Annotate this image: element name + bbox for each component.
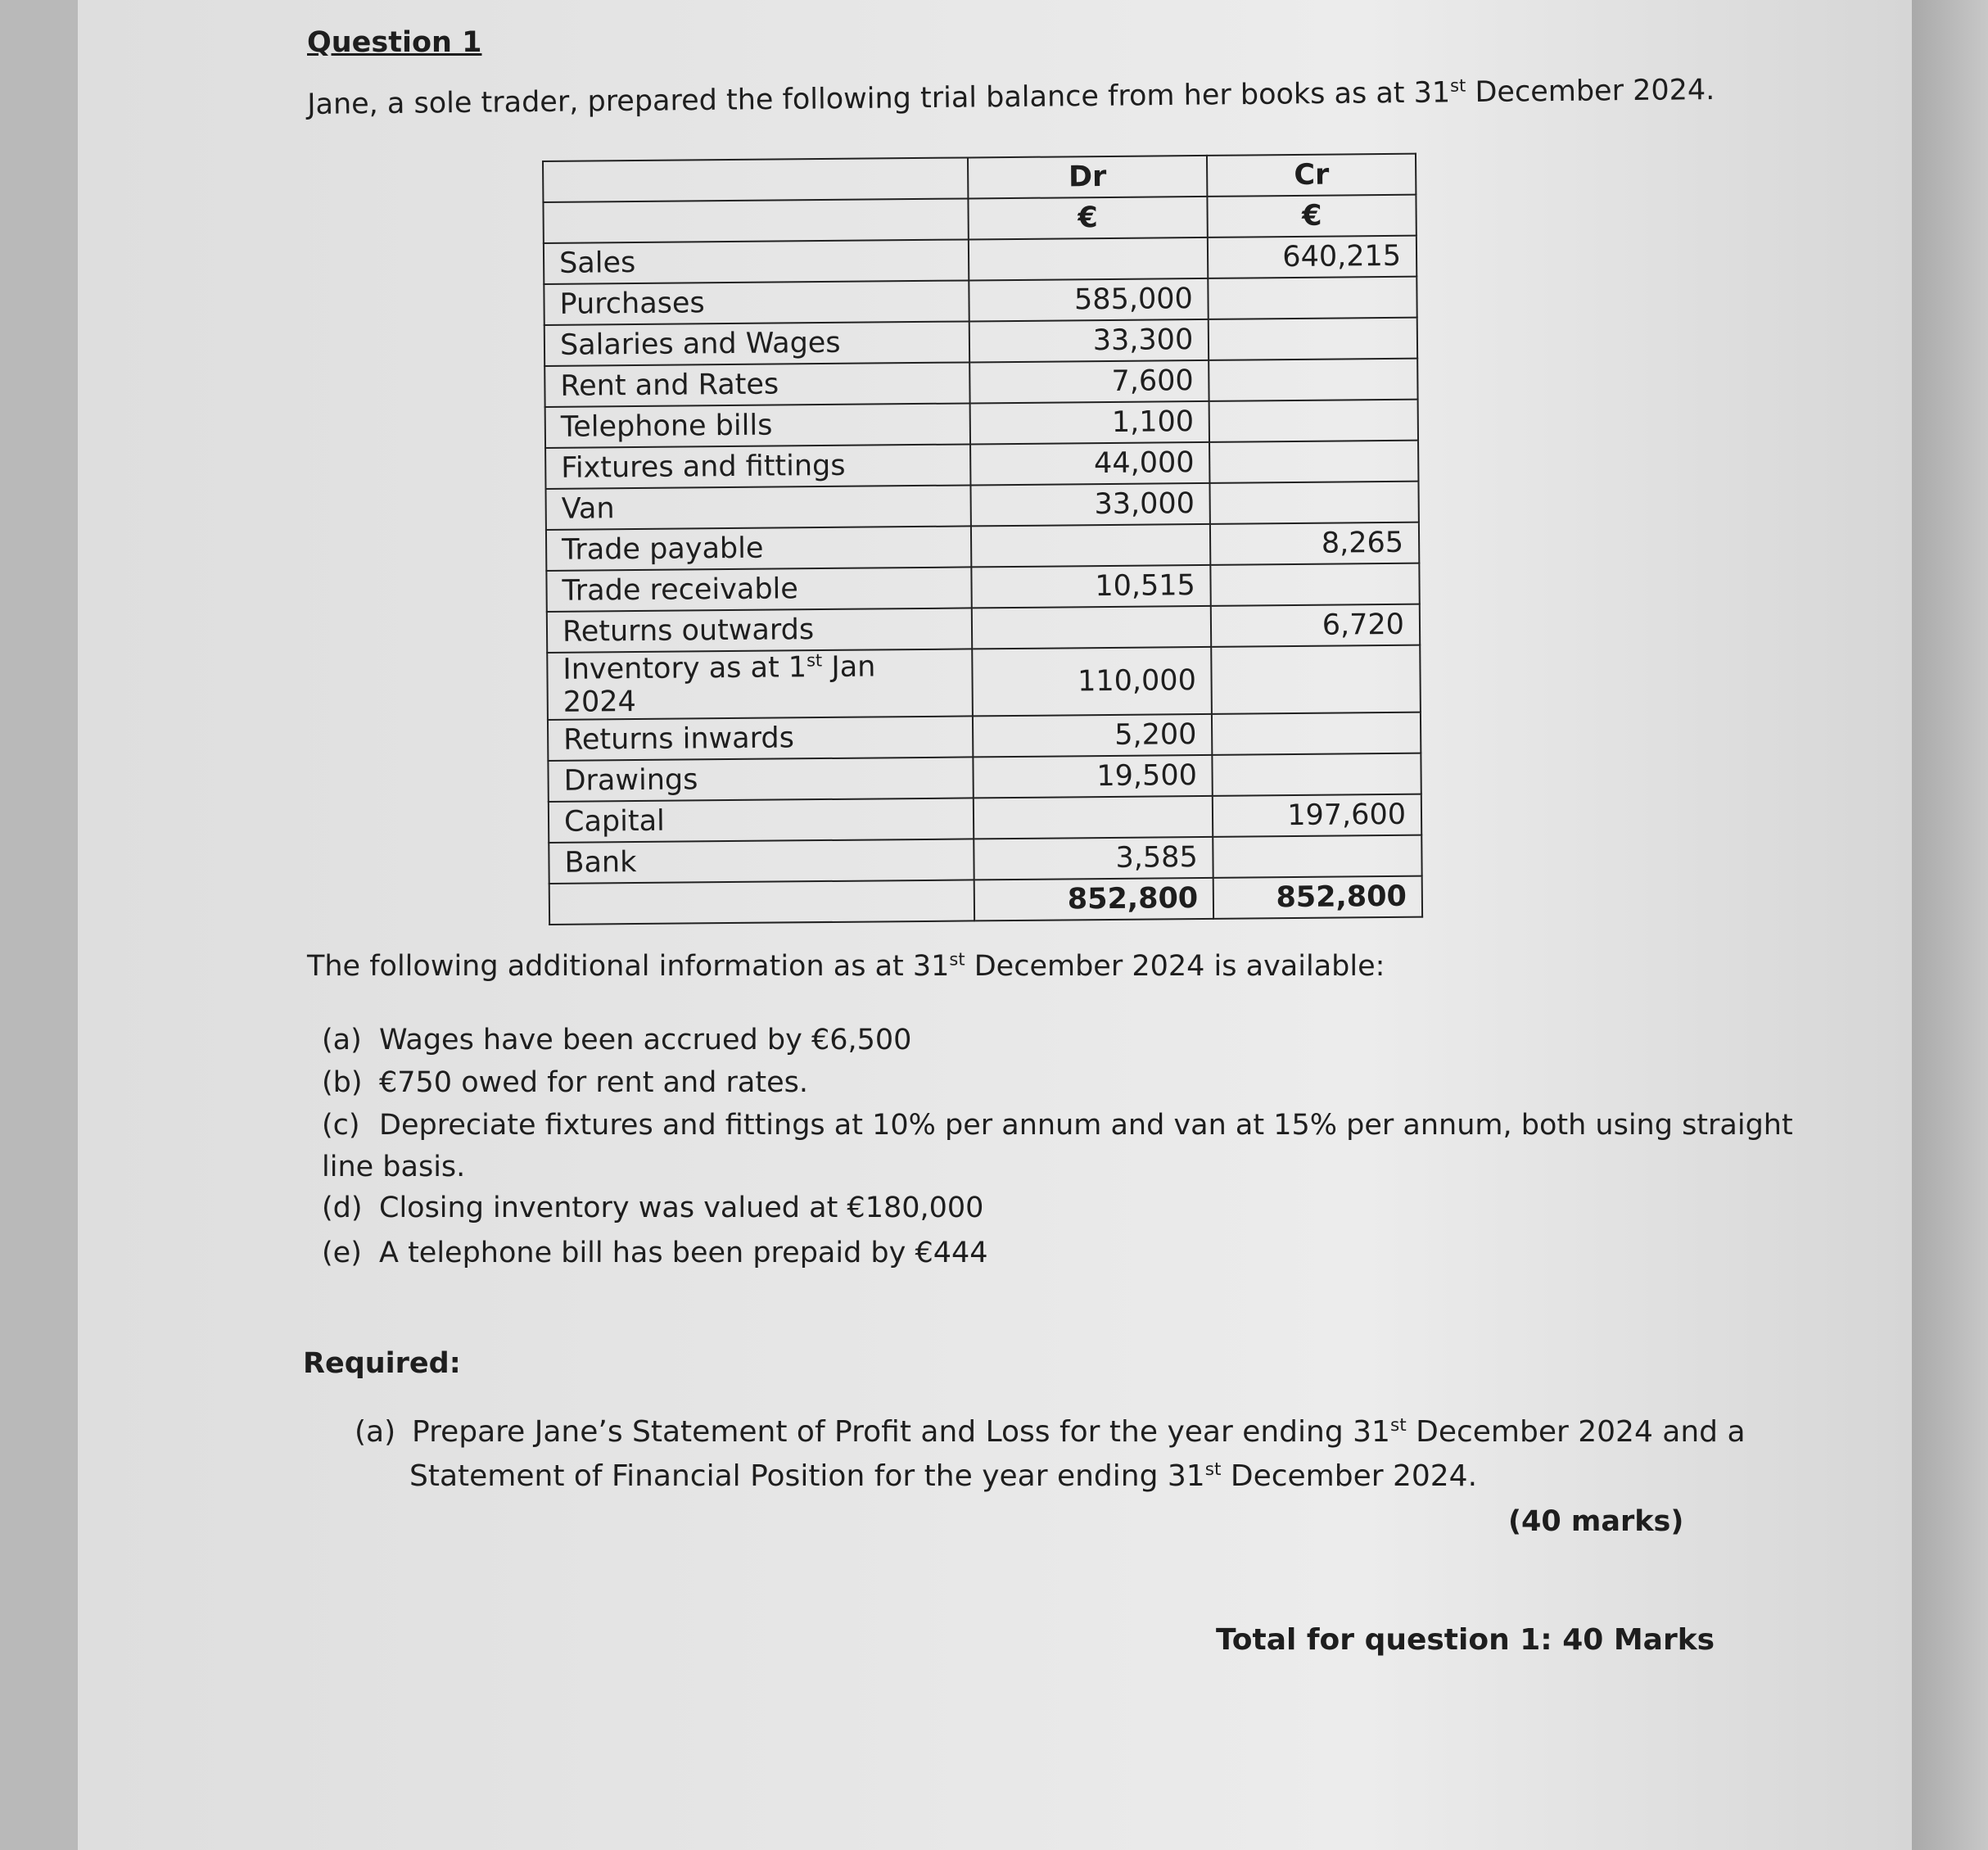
- row-label: Salaries and Wages: [544, 321, 969, 366]
- row-label: Trade payable: [546, 526, 971, 571]
- row-cr: 6,720: [1211, 604, 1420, 647]
- row-dr: [968, 237, 1208, 281]
- row-cr: [1209, 359, 1417, 401]
- row-dr: 110,000: [972, 647, 1212, 717]
- row-label: Bank: [549, 839, 974, 884]
- row-dr: 19,500: [973, 755, 1213, 798]
- row-dr: 33,300: [969, 319, 1209, 363]
- row-dr: 3,585: [974, 837, 1213, 880]
- row-label: Rent and Rates: [544, 362, 969, 407]
- row-dr: 5,200: [973, 714, 1213, 758]
- total-dr: 852,800: [974, 878, 1213, 921]
- total-cr: 852,800: [1213, 876, 1422, 919]
- table-row: [547, 645, 1421, 720]
- row-label: Capital: [549, 798, 974, 843]
- row-cr: [1209, 400, 1418, 442]
- row-dr: 585,000: [969, 278, 1209, 322]
- row-dr: 7,600: [969, 360, 1209, 404]
- row-label: Inventory as at 1st Jan 2024: [547, 649, 972, 720]
- info-item-a: (a) Wages have been accrued by €6,500: [322, 1024, 912, 1056]
- row-cr: [1209, 318, 1417, 360]
- row-dr: [973, 796, 1213, 839]
- additional-info-heading: The following additional information as at 31st December 2024 is available:: [307, 949, 1385, 983]
- required-item-a-continued: Statement of Financial Position for the year ending 31st December 2024.: [409, 1459, 1478, 1493]
- info-item-d: (d) Closing inventory was valued at €180,000: [322, 1192, 984, 1224]
- row-cr: [1210, 482, 1419, 524]
- row-cr: 197,600: [1213, 794, 1421, 837]
- info-item-c: (c) Depreciate fixtures and fittings at 10% per annum and van at 15% per annum, both using straight: [322, 1109, 1793, 1142]
- row-cr: 8,265: [1210, 522, 1419, 565]
- row-dr: 1,100: [969, 401, 1209, 445]
- question-heading: Question 1: [307, 26, 482, 59]
- row-label: Drawings: [548, 757, 973, 802]
- cr-currency: €: [1208, 195, 1416, 237]
- row-label: Van: [545, 485, 970, 530]
- info-item-c-continued: line basis.: [322, 1151, 466, 1183]
- row-dr: 10,515: [971, 565, 1211, 608]
- row-label: Returns inwards: [548, 716, 973, 761]
- totals-row: [549, 876, 1422, 925]
- row-label: Returns outwards: [547, 608, 972, 653]
- total-marks: Total for question 1: 40 Marks: [1216, 1623, 1715, 1657]
- info-item-e: (e) A telephone bill has been prepaid by €444: [322, 1237, 988, 1269]
- info-item-b: (b) €750 owed for rent and rates.: [322, 1066, 808, 1099]
- intro-text: Jane, a sole trader, prepared the following trial balance from her books as at 31st December 2024.: [307, 73, 1715, 121]
- row-cr: [1212, 712, 1421, 755]
- required-item-a: (a) Prepare Jane’s Statement of Profit and Loss for the year ending 31st December 2024 and a: [355, 1415, 1746, 1449]
- row-label: Telephone bills: [545, 403, 970, 448]
- row-label: Purchases: [544, 280, 969, 325]
- cr-header: Cr: [1207, 154, 1416, 197]
- marks-label: (40 marks): [1508, 1505, 1684, 1538]
- row-dr: [971, 524, 1211, 568]
- row-cr: [1212, 645, 1421, 714]
- row-cr: [1213, 835, 1422, 878]
- row-cr: 640,215: [1208, 236, 1416, 278]
- row-dr: [971, 606, 1211, 649]
- row-cr: [1211, 563, 1420, 606]
- row-dr: 33,000: [970, 483, 1210, 527]
- required-heading: Required:: [303, 1347, 461, 1380]
- row-dr: 44,000: [970, 442, 1210, 486]
- row-cr: [1209, 277, 1417, 319]
- dr-header: Dr: [968, 156, 1208, 199]
- row-cr: [1209, 441, 1418, 483]
- row-cr: [1213, 753, 1421, 796]
- row-label: Fixtures and fittings: [545, 444, 970, 489]
- row-label: Trade receivable: [546, 567, 971, 612]
- row-label: Sales: [544, 239, 969, 284]
- trial-balance-table: [542, 153, 1423, 925]
- dr-currency: €: [968, 197, 1208, 240]
